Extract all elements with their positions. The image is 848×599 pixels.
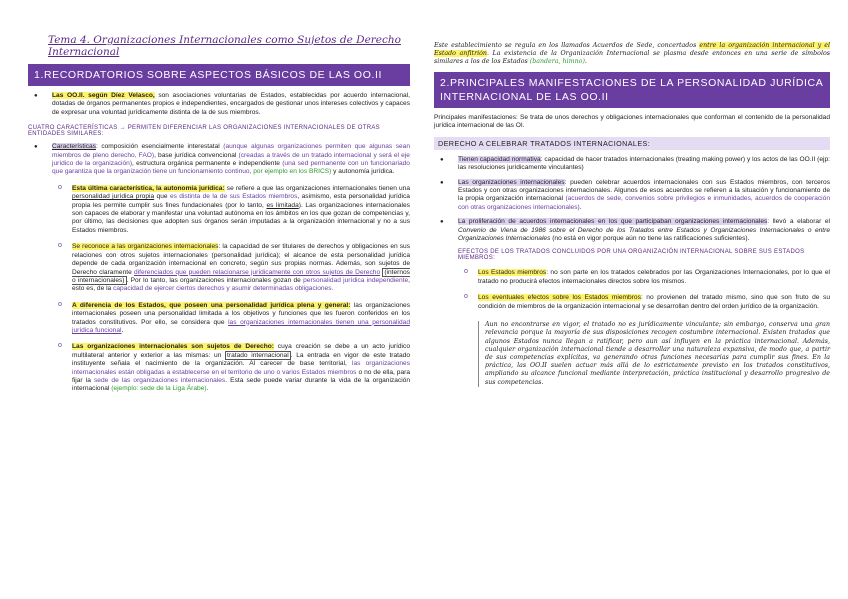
note-quote: Aun no encontrarse en vigor, el tratado no es jurídicamente vinculante; sin embargo, conserva una gran relevancia porque la mayoría de sus disposiciones recogen costumbre internacional. Existen tratados que algunos Estados nunca llegan a ratificar, pero aun así influyen en la práctica internacional. Además, cualquier organización internacional tiende a desarrollar una naturaleza expansiva, de modo que, a partir de sus competencias explícitas, va generando otras funciones necesarias para cumplir sus fines. En la práctica, las OO.II suelen actuar más allá de lo estrictamente previsto en los tratados constitutivos, ampliando su alcance funcional mediante interpretación, práctica institucional y desarrollo progresivo de sus competencias. xyxy=(478,321,830,387)
characteristics-subheading: CUATRO CARACTERÍSTICAS → PERMITEN DIFERENCIAR LAS ORGANIZACIONES INTERNACIONALES DE OTRAS ENTIDADES SIMILARES: xyxy=(28,125,380,138)
agreements-item: ● Las organizaciones internacionales: pueden celebrar acuerdos internacionales con sus Estados miembros, con terceros Estados y con otras organizaciones internacionales. Algunos de esos acuerdos se refieren a la situación y funcionamiento de la propia organización internacional (acuerdos de sede, convenios sobre privilegios e inmunidades, acuerdos de cooperación con otras organizaciones internacionales). xyxy=(434,179,830,213)
normative-capacity-item: ● Tienen capacidad normativa: capacidad de hacer tratados internacionales (treating making power) y los actos de las OO.II (ejp: las resoluciones jurídicamente vinculantes) xyxy=(434,156,830,173)
recognition-item: o Se reconoce a las organizaciones internacionales: la capacidad de ser titulares de derechos y obligaciones en sus relaciones con otros sujetos internacionales (personalidad jurídica); el alcance de esta personalidad jurídica depende de cada organización internacional en concreto, según sus propias normas. Además, son sujetos de Derecho claramente diferenciados que pueden relacionarse jurídicamente con otros sujetos de Derecho (internos o internacionales) . Por lo tanto, las organizaciones internacionales gozan de personalidad jurídica independiente, esto es, de la capacidad de ejercer ciertos derechos y asumir determinadas obligaciones. xyxy=(28,243,410,293)
definition-item: ● Las OO.II. según Díez Velasco, son asociaciones voluntarias de Estados, establecidas por acuerdo internacional, dotadas de órganos permanentes propios e independientes, encargados de gestionar unos intereses colectivos y capaces de expresar una voluntad jurídicamente distinta de la de sus miembros. xyxy=(28,92,410,117)
effects-subheading: EFECTOS DE LOS TRATADOS CONCLUIDOS POR UNA ORGANIZACIÓN INTERNACIONAL SOBRE SUS ESTADOS MIEMBROS: xyxy=(458,249,805,262)
characteristics-item: ● Características: composición esencialmente interestatal (aunque algunas organizaciones permiten que algunas sean miembros de pleno derecho, FAO), base jurídica convencional (creadas a través de un tratado internacional y será el eje jurídico de la organización), estructura orgánica permanente e independiente (una sed permanente con un funcionariado que garantiza que la organización tiene un funcionamiento continuo, por ejemplo en los BRICS) y autonomía jurídica. xyxy=(28,143,410,177)
functional-personality-item: o A diferencia de los Estados, que poseen una personalidad jurídica plena y general: las organizaciones internacionales poseen una personalidad limitada a los objetivos y funciones que les fueron conferidos en los tratados constitutivos. Por ello, se considera que las organizaciones internacionales tienen una personalidad jurídica funcional. xyxy=(28,302,410,336)
principal-manifestations: Principales manifestaciones: Se trata de unos derechos y obligaciones internacionales que conforman el contenido de la personalidad jurídica internacional de las OI. xyxy=(434,114,830,130)
proliferation-item: ● La proliferación de acuerdos internacionales en los que participaban organizaciones internacionales: llevó a elaborar el Convenio de Viena de 1986 sobre el Derecho de los Tratados entre Estados y Organizaciones Internacionales o entre Organizaciones Internacionales (no está en vigor porque aún no tiene las ratificaciones suficientes). xyxy=(434,218,830,243)
right-bullets xyxy=(434,156,830,244)
member-states-item: o Los Estados miembros: no son parte en los tratados celebrados por las Organizaciones Internacionales, por lo que el tratado no producirá efectos internacionales directos sobre los mismos. xyxy=(434,269,830,286)
document-title: Tema 4. Organizaciones Internacionales como Sujetos de Derecho Internacional xyxy=(48,34,401,58)
effects-list xyxy=(434,269,830,311)
section-1-banner: 1.RECORDATORIOS SOBRE ASPECTOS BÁSICOS DE LAS OO.II xyxy=(28,64,410,86)
treaties-section-title: DERECHO A CELEBRAR TRATADOS INTERNACIONALES: xyxy=(434,137,830,150)
legal-subjects-item: o Las organizaciones internacionales son sujetos de Derecho: cuya creación se debe a un acto jurídico multilateral anterior y exterior a las mismas: un tratado internacional . La entrada en vigor de este tratado instituyente señala el nacimiento de la organización. Al carecer de base territorial, las organizaciones internacionales están obligadas a establecerse en el territorio de uno o varios Estados miembros o no de ella, para fijar la sede de las organizaciones internacionales. Esta sede puede variar durante la vida de la organización internacional (ejemplo: sede de la Liga Árabe). xyxy=(28,343,410,393)
eventual-effects-item: o Los eventuales efectos sobre los Estados miembros: no provienen del tratado mismo, sino que son fruto de su condición de miembros de la organización internacional y se desarrollan dentro del orden jurídico de la organización. xyxy=(434,294,830,311)
right-page xyxy=(424,0,848,599)
autonomy-item: o Esta última característica, la autonomía jurídica: se refiere a que las organizaciones internacionales tienen una personalidad jurídica propia que es distinta de la de sus Estados miembros, asimismo, esta personalidad jurídica propia les permite cumplir sus fines fundacionales (por lo tanto, es limitada). Las organizaciones internacionales son capaces de elaborar y manifestar una voluntad autónoma en los ámbitos en los que gozan de competencias y, por último, las decisiones que adopten sus órganos serán imputadas a la organización internacional y no a sus Estados miembros. xyxy=(28,185,410,235)
left-bullets xyxy=(28,92,410,117)
section-2-banner: 2.PRINCIPALES MANIFESTACIONES DE LA PERSONALIDAD JURÍDICA INTERNACIONAL DE LAS OO.II xyxy=(434,72,830,108)
characteristics-list xyxy=(28,143,410,394)
sede-paragraph: Este establecimiento se regula en los llamados Acuerdos de Sede, concertados entre la organización internacional y el Estado anfitrión. La existencia de la Organización Internacional se plasma desde entonces en una serie de símbolos similares a los de los Estados (bandera, himno). xyxy=(434,42,830,65)
